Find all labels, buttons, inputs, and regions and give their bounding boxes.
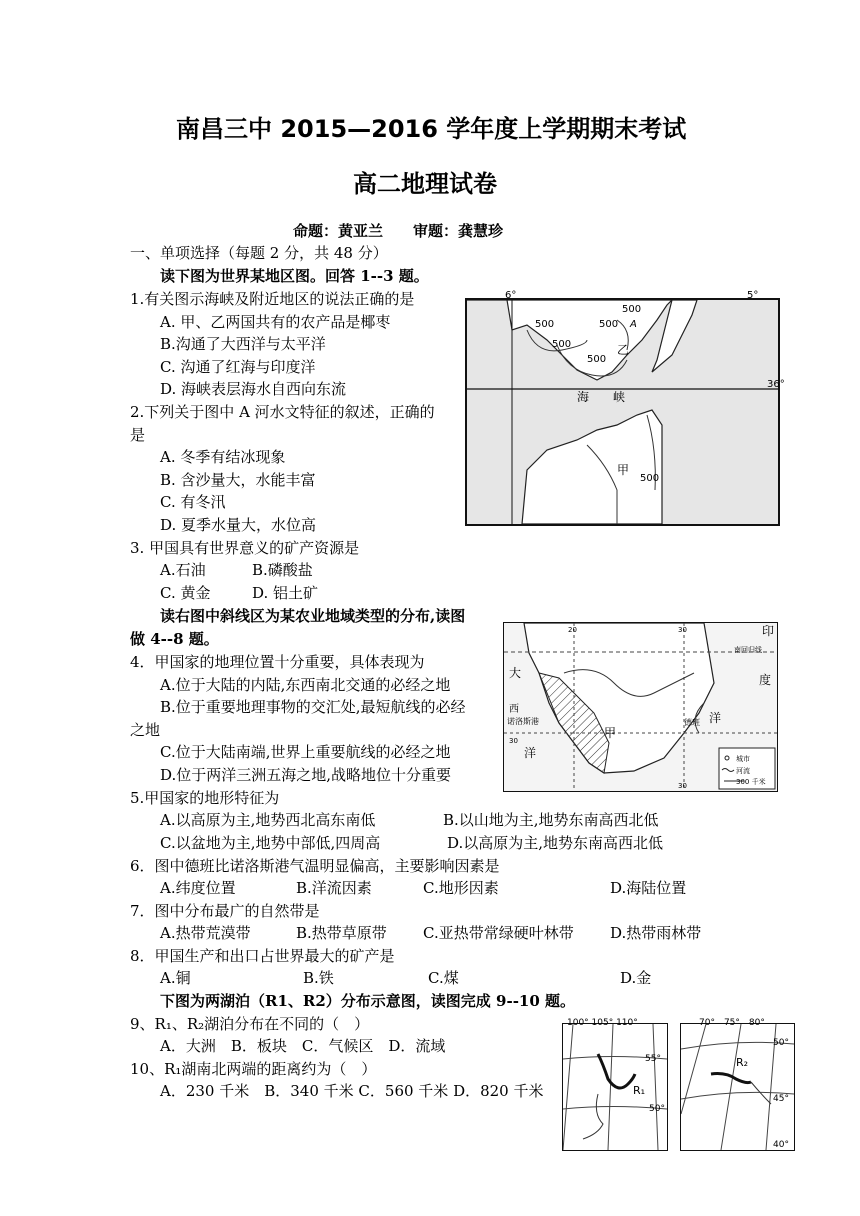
map2-legend-city: 城市 xyxy=(736,755,750,763)
strait-map xyxy=(465,290,785,526)
q10-options: A．230 千米 B．340 千米 C．560 千米 D．820 千米 xyxy=(160,1082,544,1100)
q5-option-a: A.以高原为主,地势西北高东南低 xyxy=(160,811,376,829)
map1-contour-5: 500 xyxy=(587,354,607,365)
map2-legend-scale: 300 千米 xyxy=(736,778,766,786)
q2-stem: 2.下列关于图中 A 河水文特征的叙述，正确的 xyxy=(130,403,435,421)
q7-option-c: C.亚热带常绿硬叶林带 xyxy=(423,924,574,942)
page-title: 南昌三中 2015—2016 学年度上学期期末考试 xyxy=(176,115,687,143)
map2-xi: 西 xyxy=(509,704,519,715)
map2-lon30: 30 xyxy=(678,626,687,634)
q1-option-a: A. 甲、乙两国共有的农产品是椰枣 xyxy=(160,313,391,331)
q4-option-a: A.位于大陆的内陆,东西南北交通的必经之地 xyxy=(160,676,451,694)
intro-1-3: 读下图为世界某地区图。回答 1--3 题。 xyxy=(160,267,429,285)
q8-option-c: C.煤 xyxy=(428,969,459,987)
q3-option-b: B.磷酸盐 xyxy=(252,561,313,579)
q1-option-b: B.沟通了大西洋与太平洋 xyxy=(160,335,326,353)
q7-option-a: A.热带荒漠带 xyxy=(160,924,251,942)
q6-option-b: B.洋流因素 xyxy=(296,879,372,897)
q5-option-b: B.以山地为主,地势东南高西北低 xyxy=(443,811,659,829)
map2-jia: 甲 xyxy=(604,726,617,740)
q5-option-d: D.以高原为主,地势东南高西北低 xyxy=(447,834,664,852)
q3-option-c: C. 黄金 xyxy=(160,584,211,602)
q2-option-a: A. 冬季有结冰现象 xyxy=(160,448,286,466)
q10-stem: 10、R₁湖南北两端的距离约为（ ） xyxy=(130,1060,377,1078)
q6-stem: 6．图中德班比诺洛斯港气温明显偏高，主要影响因素是 xyxy=(130,857,500,875)
q4-stem: 4．甲国家的地理位置十分重要，具体表现为 xyxy=(130,653,425,671)
map1-lat: 36° xyxy=(767,379,785,390)
africa-map xyxy=(503,622,778,792)
map2-durban: 德班 xyxy=(684,718,700,727)
map1-contour-1: 500 xyxy=(535,319,555,330)
q4-option-b-cont: 之地 xyxy=(130,721,161,739)
map2-lon20: 20 xyxy=(568,626,577,634)
map3a-lat55: 55° xyxy=(645,1054,661,1064)
intro-9-10: 下图为两湖泊（R1、R2）分布示意图，读图完成 9--10 题。 xyxy=(160,992,576,1010)
q5-option-c: C.以盆地为主,地势中部低,四周高 xyxy=(160,834,381,852)
q2-option-d: D. 夏季水量大，水位高 xyxy=(160,516,317,534)
q8-stem: 8．甲国生产和出口占世界最大的矿产是 xyxy=(130,947,395,965)
map1-country-yi: 乙 xyxy=(617,343,630,357)
q2-stem-cont: 是 xyxy=(130,426,146,444)
map1-contour-3: 500 xyxy=(599,319,619,330)
map2-lon30-bottom: 30 xyxy=(678,782,687,790)
map3b-lons: 70° 75° 80° xyxy=(699,1018,765,1028)
q2-option-c: C. 有冬汛 xyxy=(160,493,226,511)
map1-contour-2: 500 xyxy=(552,339,572,350)
map3a-lons: 100° 105° 110° xyxy=(567,1018,638,1028)
map1-lon-left: 6° xyxy=(505,290,517,301)
lake-r2-map xyxy=(680,1018,795,1151)
map3b-lat45: 45° xyxy=(773,1094,789,1104)
map1-lon-right: 5° xyxy=(747,290,759,301)
map2-yang: 洋 xyxy=(524,746,537,760)
q3-stem: 3. 甲国具有世界意义的矿产资源是 xyxy=(130,539,360,557)
q1-option-c: C. 沟通了红海与印度洋 xyxy=(160,358,316,376)
map2-india: 印 xyxy=(762,624,775,638)
q3-option-a: A.石油 xyxy=(160,561,206,579)
q6-option-a: A.纬度位置 xyxy=(160,879,236,897)
map1-river-a: A xyxy=(630,319,637,330)
q1-option-d: D. 海峡表层海水自西向东流 xyxy=(160,380,347,398)
q4-option-b: B.位于重要地理事物的交汇处,最短航线的必经 xyxy=(160,698,466,716)
q8-option-d: D.金 xyxy=(620,969,652,987)
q5-stem: 5.甲国家的地形特征为 xyxy=(130,789,280,807)
q2-option-b: B. 含沙量大，水能丰富 xyxy=(160,471,316,489)
intro-4-8-cont: 做 4--8 题。 xyxy=(130,630,219,648)
map3b-lat50: 50° xyxy=(773,1038,789,1048)
strait-map-drawing xyxy=(467,300,778,524)
page-subtitle: 高二地理试卷 xyxy=(353,170,497,198)
map1-strait-label: 海 峡 xyxy=(577,390,626,404)
section-heading: 一、单项选择（每题 2 分，共 48 分） xyxy=(130,244,388,262)
q4-option-d: D.位于两洋三洲五海之地,战略地位十分重要 xyxy=(160,766,452,784)
q7-option-d: D.热带雨林带 xyxy=(610,924,702,942)
q9-stem: 9、R₁、R₂湖泊分布在不同的（ ） xyxy=(130,1015,370,1033)
q7-stem: 7．图中分布最广的自然带是 xyxy=(130,902,320,920)
q8-option-a: A.铜 xyxy=(160,969,191,987)
map2-ocean: 洋 xyxy=(709,711,722,725)
q6-option-c: C.地形因素 xyxy=(423,879,499,897)
q1-stem: 1.有关图示海峡及附近地区的说法正确的是 xyxy=(130,290,415,308)
lake-r1-drawing xyxy=(563,1024,667,1150)
authors-line: 命题：黄亚兰 审题：龚慧珍 xyxy=(293,222,504,240)
q8-option-b: B.铁 xyxy=(303,969,334,987)
q4-option-c: C.位于大陆南端,世界上重要航线的必经之地 xyxy=(160,743,451,761)
intro-4-8: 读右图中斜线区为某农业地域类型的分布,读图 xyxy=(160,607,466,625)
map1-contour-6: 500 xyxy=(640,473,660,484)
map3a-lake: R₁ xyxy=(633,1084,646,1097)
map3a-lat50: 50° xyxy=(649,1104,665,1114)
q3-option-d: D. 铝土矿 xyxy=(252,584,319,602)
map2-tropic: 南回归线 xyxy=(734,646,762,654)
map2-lat30: 30 xyxy=(509,737,518,745)
map2-du: 度 xyxy=(759,673,772,687)
map1-contour-4: 500 xyxy=(622,304,642,315)
lake-r1-map xyxy=(562,1018,668,1151)
q6-option-d: D.海陆位置 xyxy=(610,879,687,897)
map2-da: 大 xyxy=(509,666,522,680)
map3b-lake: R₂ xyxy=(736,1056,749,1069)
map2-legend-river: 河流 xyxy=(736,767,750,775)
map1-country-jia: 甲 xyxy=(617,463,630,477)
map3b-lat40: 40° xyxy=(773,1140,789,1150)
q7-option-b: B.热带草原带 xyxy=(296,924,387,942)
q9-options: A．大洲 B．板块 C．气候区 D．流域 xyxy=(160,1037,446,1055)
map2-port: 诺洛斯港 xyxy=(507,717,539,726)
